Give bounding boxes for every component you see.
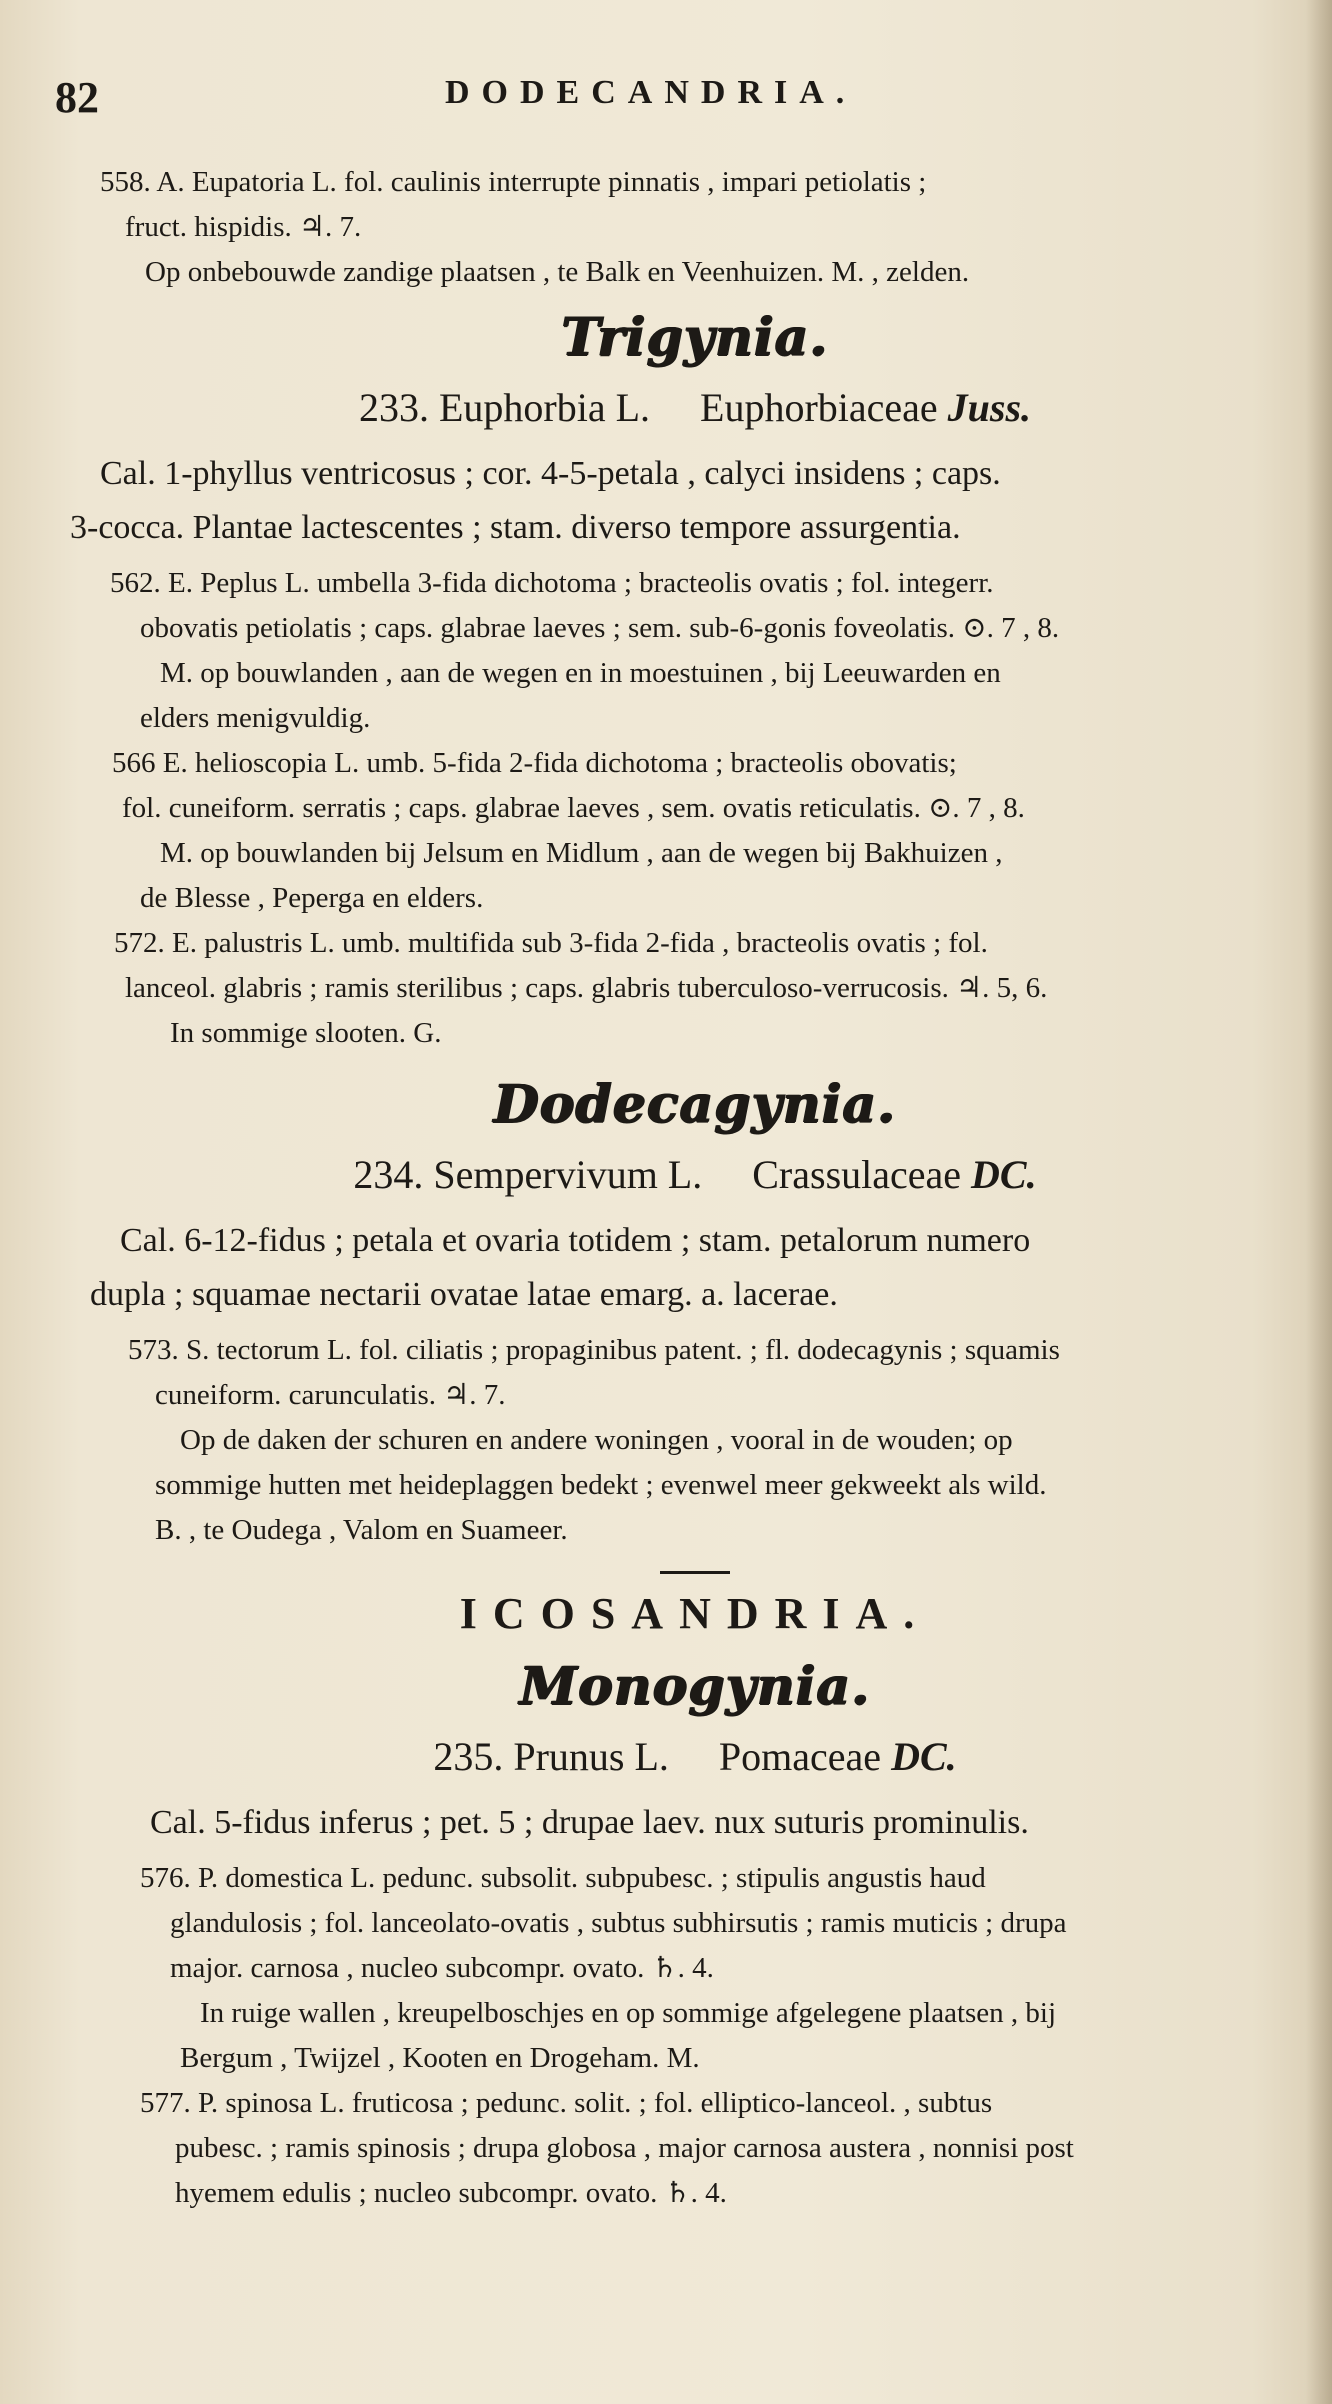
species-558-line2: fruct. hispidis. ♃. 7. — [125, 211, 362, 243]
genus-234-family: Crassulaceae — [752, 1152, 962, 1197]
species-573-line5: B. , te Oudega , Valom en Suameer. — [155, 1514, 568, 1546]
species-562-line1: 562. E. Peplus L. umbella 3-fida dichotoma ; bracteolis ovatis ; fol. integerr. — [110, 567, 994, 599]
genus-234-label: 234. Sempervivum L. — [353, 1152, 703, 1197]
genus-235-family: Pomaceae — [718, 1734, 882, 1779]
genus-235-heading — [100, 1728, 1290, 1786]
species-572-line3: In sommige slooten. G. — [170, 1017, 442, 1049]
species-566-line1: 566 E. helioscopia L. umb. 5-fida 2-fida dichotoma ; bracteolis obovatis; — [112, 747, 957, 779]
genus-235-author: DC. — [891, 1734, 957, 1779]
species-562-line3: M. op bouwlanden , aan de wegen en in moestuinen , bij Leeuwarden en — [160, 657, 1001, 689]
section-heading-dodecagynia: Dodecagynia. — [493, 1074, 897, 1135]
genus-233-heading — [100, 379, 1290, 437]
species-562 — [100, 561, 1290, 741]
species-576-line5: Bergum , Twijzel , Kooten en Drogeham. M. — [180, 2042, 700, 2074]
species-573-line1: 573. S. tectorum L. fol. ciliatis ; propaginibus patent. ; fl. dodecagynis ; squamis — [128, 1334, 1060, 1366]
species-577-line3: hyemem edulis ; nucleo subcompr. ovato. ♄. 4. — [175, 2177, 727, 2209]
species-577 — [100, 2081, 1290, 2216]
species-577-line1: 577. P. spinosa L. fruticosa ; pedunc. solit. ; fol. elliptico-lanceol. , subtus — [140, 2087, 993, 2119]
species-562-line4: elders menigvuldig. — [140, 702, 371, 734]
species-576-line3: major. carnosa , nucleo subcompr. ovato. ♄. 4. — [170, 1952, 714, 1984]
species-573-line4: sommige hutten met heideplaggen bedekt ; evenwel meer gekweekt als wild. — [155, 1469, 1047, 1501]
species-562-line2: obovatis petiolatis ; caps. glabrae laeves ; sem. sub-6-gonis foveolatis. ⊙. 7 , 8. — [140, 612, 1060, 644]
species-558-line1: 558. A. Eupatoria L. fol. caulinis interrupte pinnatis , impari petiolatis ; — [100, 166, 927, 198]
genus-233-character-line2: 3-cocca. Plantae lactescentes ; stam. diverso tempore assurgentia. — [70, 509, 961, 546]
species-572 — [100, 921, 1290, 1056]
species-576-line4: In ruige wallen , kreupelboschjes en op sommige afgelegene plaatsen , bij — [200, 1997, 1057, 2029]
species-566-line3: M. op bouwlanden bij Jelsum en Midlum , aan de wegen bij Bakhuizen , — [160, 837, 1003, 869]
species-576-line1: 576. P. domestica L. pedunc. subsolit. subpubesc. ; stipulis angustis haud — [140, 1862, 986, 1894]
page-edge-shadow — [1306, 0, 1332, 2404]
species-558-line3: Op onbebouwde zandige plaatsen , te Balk en Veenhuizen. M. , zelden. — [145, 256, 970, 288]
section-divider-rule — [660, 1571, 730, 1574]
species-573 — [100, 1328, 1290, 1553]
genus-235-character-line1: Cal. 5-fidus inferus ; pet. 5 ; drupae laev. nux suturis prominulis. — [150, 1804, 1029, 1841]
genus-234-character-line1: Cal. 6-12-fidus ; petala et ovaria totidem ; stam. petalorum numero — [120, 1222, 1031, 1259]
species-566 — [100, 741, 1290, 921]
genus-235-label: 235. Prunus L. — [433, 1734, 669, 1779]
genus-234-character-line2: dupla ; squamae nectarii ovatae latae emarg. a. lacerae. — [90, 1276, 838, 1313]
species-573-line2: cuneiform. carunculatis. ♃. 7. — [155, 1379, 506, 1411]
species-577-line2: pubesc. ; ramis spinosis ; drupa globosa , major carnosa austera , nonnisi post — [175, 2132, 1074, 2164]
page-content — [70, 160, 1290, 2216]
genus-233-family: Euphorbiaceae — [700, 385, 938, 430]
genus-234-heading — [100, 1146, 1290, 1204]
species-573-line3: Op de daken der schuren en andere woningen , vooral in de wouden; op — [180, 1424, 1013, 1456]
species-558 — [100, 160, 1290, 295]
section-heading-monogynia: Monogynia. — [519, 1656, 871, 1717]
genus-234-author: DC. — [971, 1152, 1037, 1197]
genus-233-author: Juss. — [947, 385, 1032, 430]
species-576-line2: glandulosis ; fol. lanceolato-ovatis , subtus subhirsutis ; ramis muticis ; drupa — [170, 1907, 1067, 1939]
species-572-line2: lanceol. glabris ; ramis sterilibus ; caps. glabris tuberculoso-verrucosis. ♃. 5, 6. — [125, 972, 1048, 1004]
genus-233-character-line1: Cal. 1-phyllus ventricosus ; cor. 4-5-petala , calyci insidens ; caps. — [100, 455, 1001, 492]
page-number: 82 — [55, 73, 99, 122]
genus-233-label: 233. Euphorbia L. — [358, 385, 651, 430]
class-heading-icosandria: ICOSANDRIA. — [459, 1589, 931, 1638]
section-heading-trigynia: Trigynia. — [561, 307, 829, 368]
running-head — [55, 72, 1275, 132]
species-566-line2: fol. cuneiform. serratis ; caps. glabrae laeves , sem. ovatis reticulatis. ⊙. 7 , 8. — [122, 792, 1025, 824]
species-566-line4: de Blesse , Peperga en elders. — [140, 882, 484, 914]
species-572-line1: 572. E. palustris L. umb. multifida sub 3-fida 2-fida , bracteolis ovatis ; fol. — [114, 927, 988, 959]
running-title: DODECANDRIA. — [445, 74, 857, 111]
species-576 — [100, 1856, 1290, 2081]
